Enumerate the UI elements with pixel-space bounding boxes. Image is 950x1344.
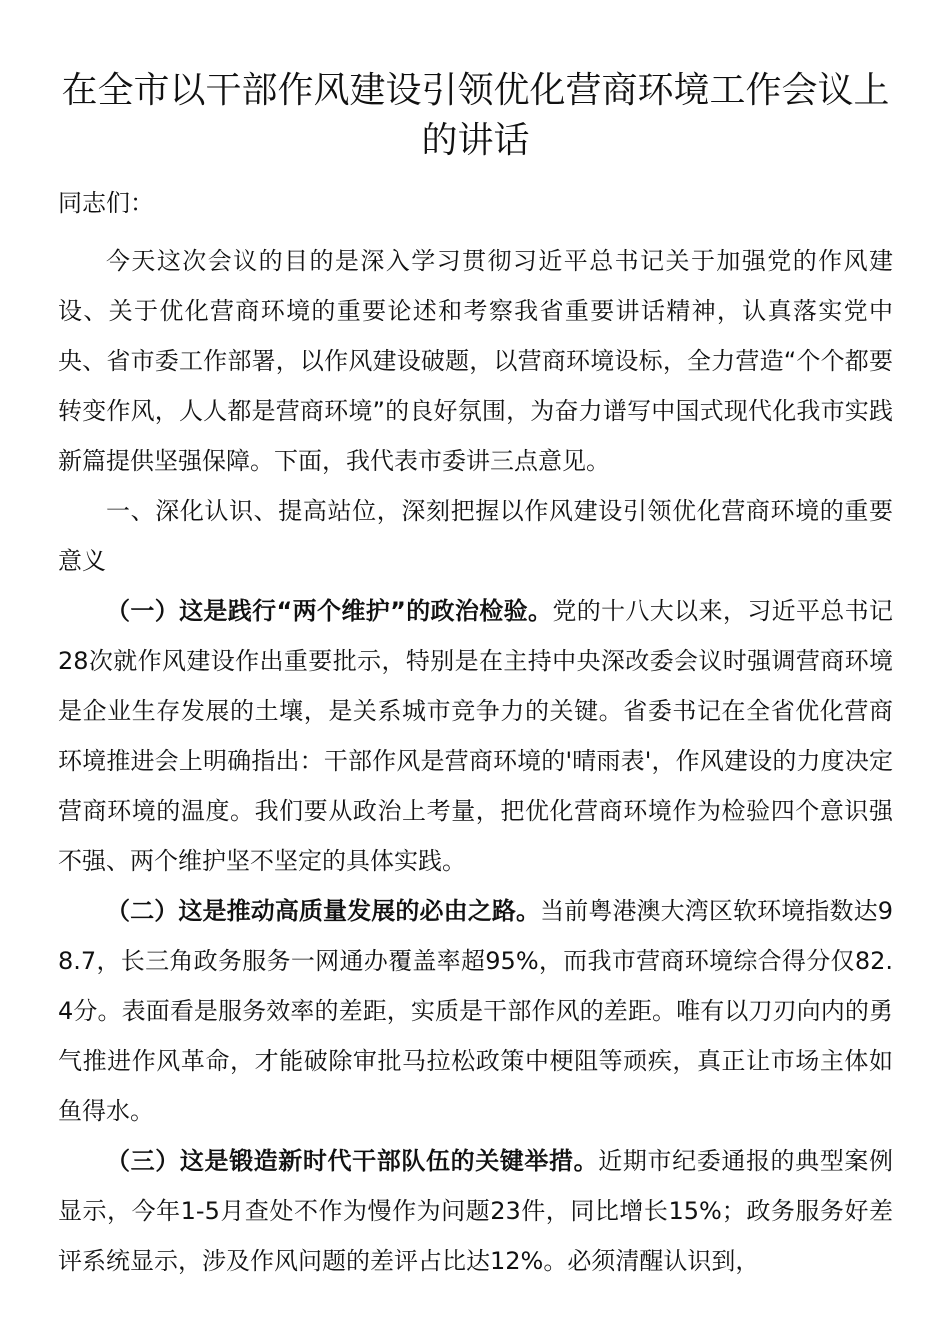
point-lead-2: （二）这是推动高质量发展的必由之路。 [106, 897, 541, 925]
point-body-3: 近期市纪委通报的典型案例显示，今年1-5月查处不作为慢作为问题23件，同比增长15%；政务服务好差评系统显示，涉及作风问题的差评占比达12%。必须清醒认识到， [58, 1147, 894, 1275]
point-paragraph-1 [58, 586, 893, 886]
salutation: 同志们： [58, 189, 154, 217]
point-lead-1: （一）这是践行“两个维护”的政治检验。 [106, 597, 553, 625]
document-page [58, 66, 893, 1286]
point-body-2: 当前粤港澳大湾区软环境指数达98.7，长三角政务服务一网通办覆盖率超95%，而我市营商环境综合得分仅82.4分。表面看是服务效率的差距，实质是干部作风的差距。唯有以刀刃向内的勇气推进作风革命，才能破除审批马拉松政策中梗阻等顽疾，真正让市场主体如鱼得水。 [58, 897, 893, 1125]
point-lead-3: （三）这是锻造新时代干部队伍的关键举措。 [106, 1147, 599, 1175]
point-paragraph-2 [58, 886, 893, 1136]
point-paragraph-3 [58, 1136, 893, 1286]
document-title: 在全市以干部作风建设引领优化营商环境工作会议上的讲话 [61, 70, 890, 161]
point-body-1: 党的十八大以来，习近平总书记28次就作风建设作出重要批示，特别是在主持中央深改委会议时强调营商环境是企业生存发展的土壤，是关系城市竞争力的关键。省委书记在全省优化营商环境推进会上明确指出：干部作风是营商环境的'晴雨表'，作风建设的力度决定营商环境的温度。我们要从政治上考量，把优化营商环境作为检验四个意识强不强、两个维护坚不坚定的具体实践。 [58, 597, 894, 875]
intro-paragraph: 今天这次会议的目的是深入学习贯彻习近平总书记关于加强党的作风建设、关于优化营商环境的重要论述和考察我省重要讲话精神，认真落实党中央、省市委工作部署，以作风建设破题，以营商环境设标，全力营造“个个都要转变作风，人人都是营商环境”的良好氛围，为奋力谱写中国式现代化我市实践新篇提供坚强保障。下面，我代表市委讲三点意见。 [58, 247, 893, 475]
section-heading-1: 一、深化认识、提高站位，深刻把握以作风建设引领优化营商环境的重要意义 [58, 497, 893, 575]
